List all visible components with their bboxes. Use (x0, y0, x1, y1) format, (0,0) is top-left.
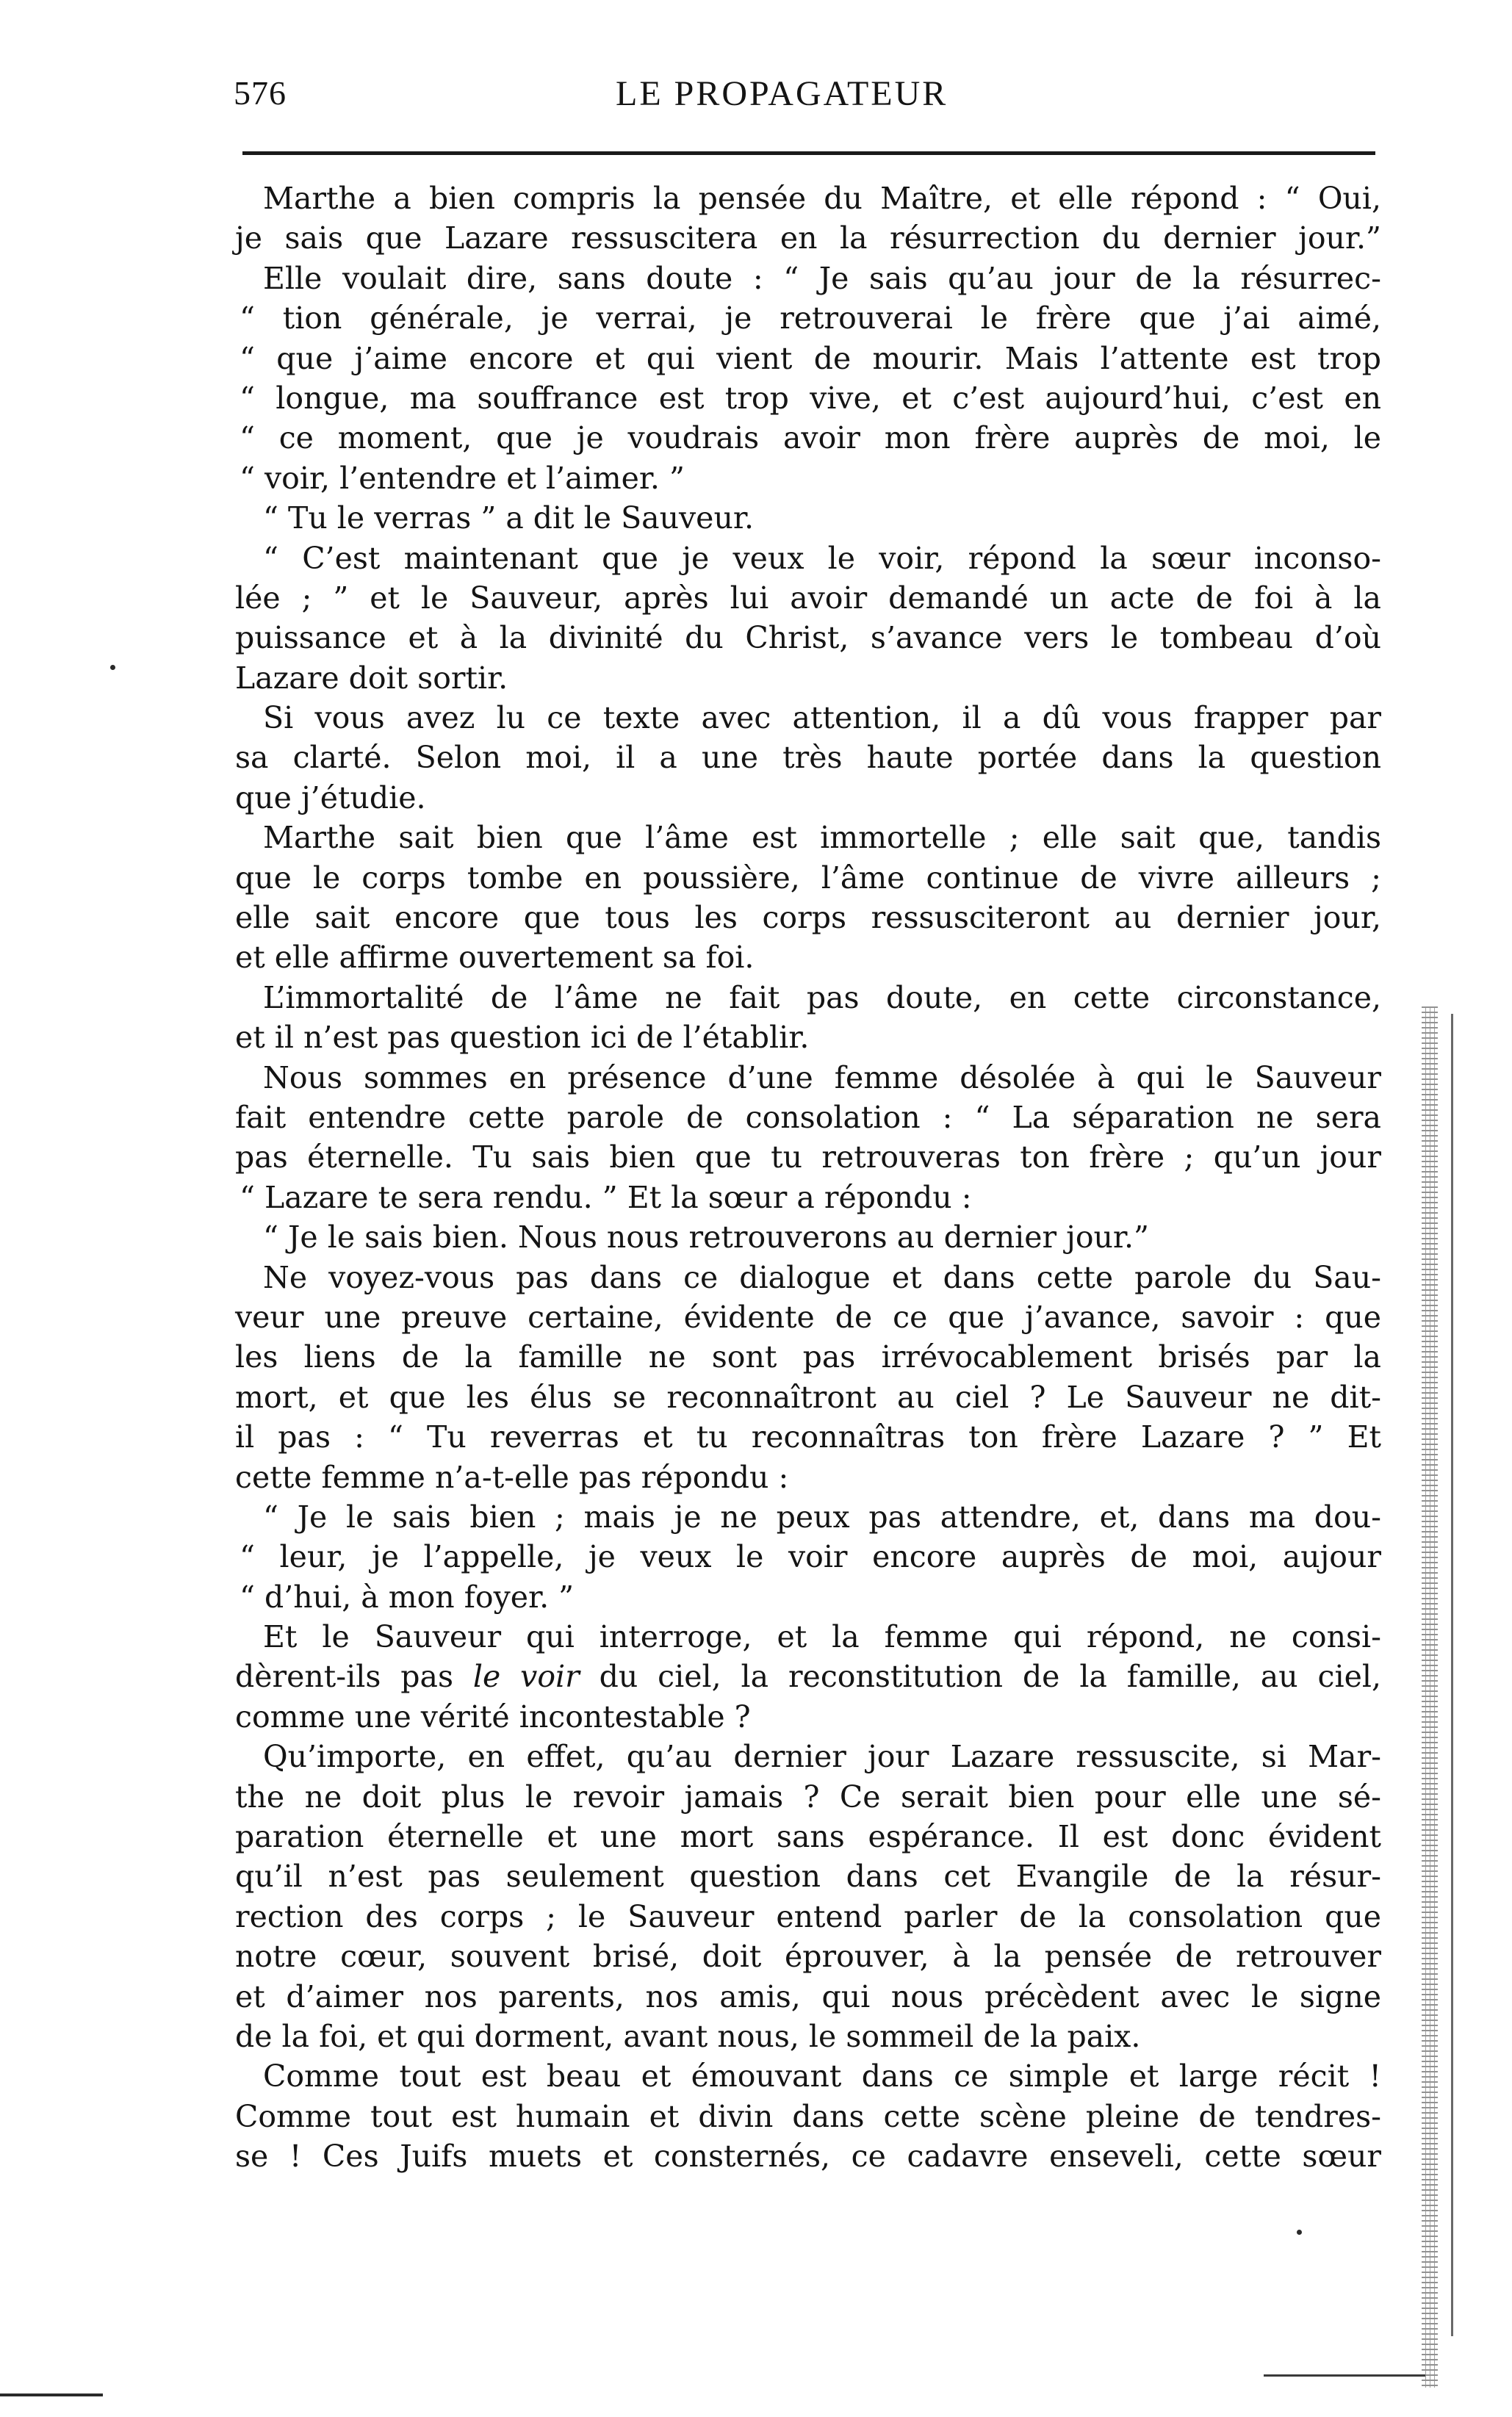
text-line: elle sait encore que tous les corps ressusciteront au dernier jour, (235, 900, 1381, 936)
text-line: Elle voulait dire, sans doute : “ Je sais qu’au jour de la résurrec- (263, 260, 1381, 296)
text-line: notre cœur, souvent brisé, doit éprouver, à la pensée de retrouver (235, 1939, 1381, 1975)
text-line: et elle affirme ouvertement sa foi. (235, 940, 755, 976)
text-line: cette femme n’a-t-elle pas répondu : (235, 1459, 789, 1495)
text-line: L’immortalité de l’âme ne fait pas doute, en cette circonstance, (263, 979, 1381, 1015)
text-line: veur une preuve certaine, évidente de ce que j’avance, savoir : que (235, 1299, 1381, 1335)
text-line: the ne doit plus le revoir jamais ? Ce serait bien pour elle une sé- (235, 1779, 1381, 1815)
text-line: Lazare doit sortir. (235, 660, 508, 696)
text-line: Marthe a bien compris la pensée du Maître, et elle répond : “ Oui, (263, 181, 1381, 216)
text-line: les liens de la famille ne sont pas irrévocablement brisés par la (235, 1339, 1381, 1375)
text-line: mort, et que les élus se reconnaîtront au ciel ? Le Sauveur ne dit- (235, 1379, 1381, 1415)
text-line: se ! Ces Juifs muets et consternés, ce cadavre enseveli, cette sœur (235, 2139, 1381, 2175)
text-line: je sais que Lazare ressuscitera en la résurrection du dernier jour.” (235, 220, 1381, 256)
margin-speck (110, 665, 115, 670)
scan-bottom-mark (0, 2393, 103, 2396)
text-line: Qu’importe, en effet, qu’au dernier jour Lazare ressuscite, si Mar- (263, 1739, 1381, 1775)
text-line: fait entendre cette parole de consolation : “ La séparation ne sera (235, 1099, 1381, 1135)
text-line: paration éternelle et une mort sans espérance. Il est donc évident (235, 1819, 1381, 1855)
text-line: “ longue, ma souffrance est trop vive, et c’est aujourd’hui, c’est en (240, 380, 1381, 416)
text-line: Nous sommes en présence d’une femme désolée à qui le Sauveur (263, 1059, 1381, 1095)
text-line: que le corps tombe en poussière, l’âme continue de vivre ailleurs ; (235, 860, 1381, 896)
text-line: lée ; ” et le Sauveur, après lui avoir demandé un acte de foi à la (235, 580, 1381, 616)
text-line: “ tion générale, je verrai, je retrouverai le frère que j’ai aimé, (240, 300, 1381, 336)
page-header (234, 73, 1380, 125)
scan-edge-artifact (1422, 1006, 1438, 2388)
text-line: comme une vérité incontestable ? (235, 1699, 751, 1735)
text-line: “ Je le sais bien. Nous nous retrouverons au dernier jour.” (263, 1220, 1150, 1256)
body-text (235, 179, 1381, 2177)
text-line: puissance et à la divinité du Christ, s’avance vers le tombeau d’où (235, 620, 1381, 656)
header-rule (242, 151, 1375, 155)
text-line: et d’aimer nos parents, nos amis, qui nous précèdent avec le signe (235, 1978, 1381, 2014)
text-line: “ Lazare te sera rendu. ” Et la sœur a répondu : (240, 1179, 972, 1215)
text-line: Si vous avez lu ce texte avec attention, il a dû vous frapper par (263, 700, 1381, 736)
text-line: “ voir, l’entendre et l’aimer. ” (240, 460, 685, 496)
text-line: “ Je le sais bien ; mais je ne peux pas attendre, et, dans ma dou- (263, 1499, 1381, 1535)
text-line: “ ce moment, que je voudrais avoir mon frère auprès de moi, le (240, 420, 1381, 456)
scan-edge-line (1451, 1014, 1453, 2336)
text-fragment: du ciel, la reconstitution de la famille, au ciel, (599, 1659, 1382, 1695)
text-fragment: dèrent-ils pas (235, 1659, 453, 1695)
running-title: LE PROPAGATEUR (616, 74, 948, 113)
text-line: il pas : “ Tu reverras et tu reconnaîtras ton frère Lazare ? ” Et (235, 1419, 1381, 1455)
text-line: et il n’est pas question ici de l’établir. (235, 1020, 810, 1056)
text-line: “ leur, je l’appelle, je veux le voir encore auprès de moi, aujour (240, 1539, 1381, 1575)
text-line: “ C’est maintenant que je veux le voir, répond la sœur inconso- (263, 540, 1381, 576)
text-line: pas éternelle. Tu sais bien que tu retrouveras ton frère ; qu’un jour (235, 1139, 1381, 1175)
text-line: que j’étudie. (235, 779, 426, 815)
text-line: Comme tout est beau et émouvant dans ce simple et large récit ! (263, 2058, 1381, 2094)
text-line: “ Tu le verras ” a dit le Sauveur. (263, 500, 754, 536)
margin-speck (1297, 2230, 1302, 2235)
text-line: Et le Sauveur qui interroge, et la femme qui répond, ne consi- (263, 1619, 1381, 1655)
text-line: “ d’hui, à mon foyer. ” (240, 1579, 575, 1615)
text-line: Ne voyez-vous pas dans ce dialogue et dans cette parole du Sau- (263, 1259, 1381, 1295)
text-line: Comme tout est humain et divin dans cette scène pleine de tendres- (235, 2098, 1381, 2134)
text-line: “ que j’aime encore et qui vient de mourir. Mais l’attente est trop (240, 340, 1381, 376)
page-number: 576 (234, 74, 287, 112)
text-line: de la foi, et qui dorment, avant nous, le sommeil de la paix. (235, 2018, 1141, 2054)
text-line (235, 1657, 1381, 1696)
text-line: qu’il n’est pas seulement question dans cet Evangile de la résur- (235, 1859, 1381, 1895)
italic-phrase: le voir (472, 1659, 580, 1695)
text-line: sa clarté. Selon moi, il a une très haute portée dans la question (235, 740, 1381, 776)
scan-bottom-mark (1264, 2374, 1425, 2377)
text-line: Marthe sait bien que l’âme est immortelle ; elle sait que, tandis (263, 820, 1381, 856)
text-line: rection des corps ; le Sauveur entend parler de la consolation que (235, 1898, 1381, 1934)
